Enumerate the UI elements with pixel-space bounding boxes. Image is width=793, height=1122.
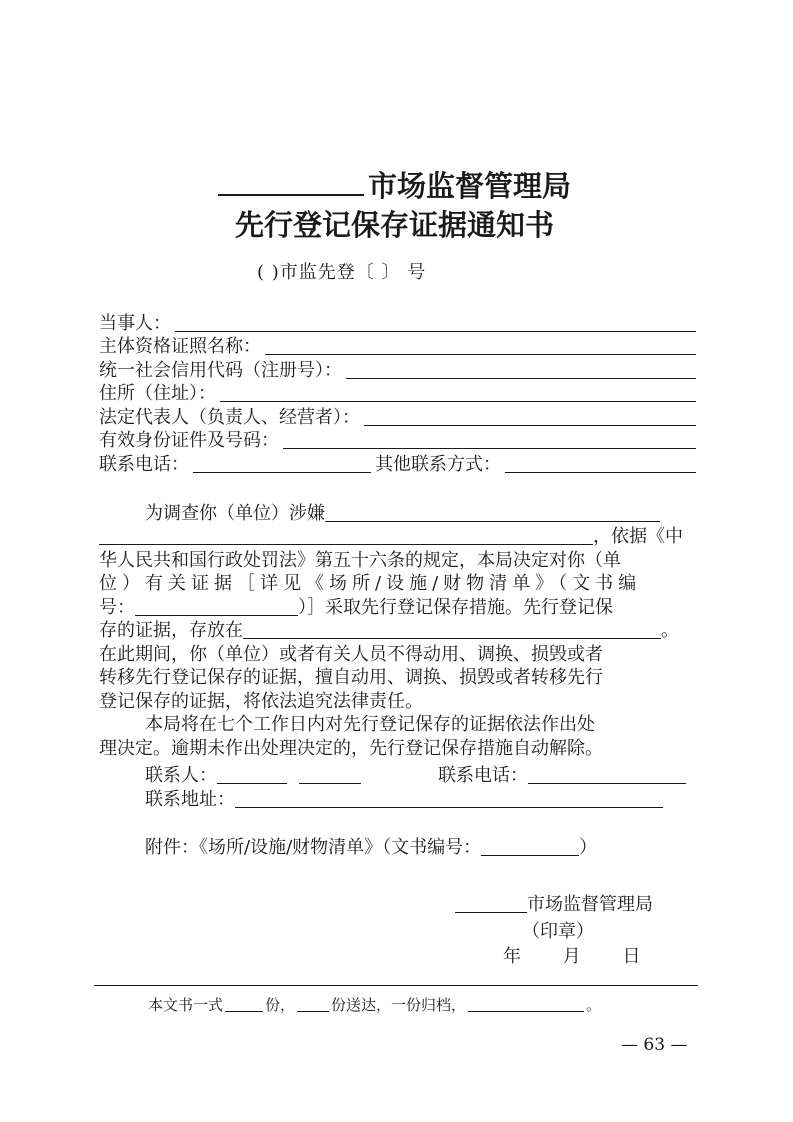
body-line-1 <box>145 502 660 525</box>
attachment-number-input[interactable] <box>481 855 579 856</box>
signature-bureau <box>455 893 653 916</box>
footer-text: 份送达，一份归档， <box>331 996 467 1014</box>
contact-person-row <box>145 764 361 787</box>
body-line-10: 本局将在七个工作日内对先行登记保存的证据依法作出处 <box>145 714 595 735</box>
page-number: — 63 — <box>621 1035 688 1055</box>
other-contact-input[interactable] <box>505 472 696 473</box>
body-line-2 <box>99 525 683 548</box>
credit-code-input[interactable] <box>346 378 696 379</box>
body-line-6 <box>99 619 679 642</box>
signature-date: 年 月 日 <box>503 946 641 967</box>
signature-seal: （印章） <box>522 921 594 942</box>
id-doc-label: 有效身份证件及号码： <box>99 430 279 451</box>
attachment-label: 附件：《场所/设施/财物清单》（文书编号： <box>145 837 482 858</box>
credit-code-label: 统一社会信用代码（注册号）： <box>99 360 342 381</box>
signature-agency-blank[interactable] <box>455 912 527 913</box>
contact-address-row <box>145 788 663 811</box>
agency-name-blank[interactable] <box>218 168 364 196</box>
body-text: 号： <box>99 597 135 618</box>
signature-bureau-text: 市场监督管理局 <box>527 894 653 915</box>
body-text: ）］采取先行登记保存措施。先行登记保 <box>298 597 613 618</box>
body-line-8: 转移先行登记保存的证据，擅自动用、调换、损毁或者转移先行 <box>99 667 603 688</box>
other-contact-label: 其他联系方式： <box>375 454 501 475</box>
body-line-7: 在此期间，你（单位）或者有关人员不得动用、调换、损毁或者 <box>99 644 603 665</box>
contact-person-label: 联系人： <box>145 765 217 786</box>
document-number: ( )市监先登〔 〕 号 <box>257 262 427 283</box>
contact-person-input-2[interactable] <box>299 783 361 784</box>
cert-name-input[interactable] <box>265 354 696 355</box>
contact-address-input[interactable] <box>235 807 663 808</box>
party-label: 当事人： <box>99 313 171 334</box>
title-suffix: 市场监督管理局 <box>368 169 572 203</box>
address-input[interactable] <box>220 401 696 402</box>
phone-input[interactable] <box>193 472 371 473</box>
body-line-11: 理决定。逾期未作出处理决定的，先行登记保存措施自动解除。 <box>99 738 603 759</box>
body-line-4: 位）有关证据［详见《场所/设施/财物清单》（文书编 <box>99 573 642 594</box>
total-copies-input[interactable] <box>225 1011 263 1012</box>
body-text: 。 <box>661 620 679 641</box>
legal-rep-label: 法定代表人（负责人、经营者）： <box>99 407 360 428</box>
suspected-violation-input-cont[interactable] <box>99 544 593 545</box>
attachment-close: ） <box>579 837 598 858</box>
footer-text: 本文书一式 <box>148 996 224 1014</box>
address-field <box>99 382 696 405</box>
attachment-row <box>145 836 597 859</box>
body-text: 为调查你（单位）涉嫌 <box>145 503 325 524</box>
legal-rep-input[interactable] <box>364 425 696 426</box>
body-text: ，依据《中 <box>593 526 683 547</box>
body-line-9: 登记保存的证据，将依法追究法律责任。 <box>99 691 423 712</box>
phone-field <box>99 453 696 476</box>
contact-phone-label: 联系电话： <box>438 765 528 786</box>
footer-divider <box>94 985 698 986</box>
contact-phone-input[interactable] <box>528 783 686 784</box>
address-label: 住所（住址）： <box>99 383 216 404</box>
body-line-3: 华人民共和国行政处罚法》第五十六条的规定，本局决定对你（单 <box>99 550 621 571</box>
contact-address-label: 联系地址： <box>145 789 235 810</box>
archive-note-input[interactable] <box>468 1011 584 1012</box>
contact-phone-row <box>438 764 686 787</box>
contact-person-input-1[interactable] <box>217 783 287 784</box>
phone-label: 联系电话： <box>99 454 189 475</box>
footer-copies <box>148 994 601 1015</box>
footer-text: 份， <box>265 996 296 1014</box>
document-title-line2: 先行登记保存证据通知书 <box>235 208 555 242</box>
body-text: 存的证据，存放在 <box>99 620 243 641</box>
cert-name-field <box>99 335 696 358</box>
cert-name-label: 主体资格证照名称： <box>99 336 261 357</box>
id-doc-input[interactable] <box>283 448 696 449</box>
footer-text: 。 <box>586 996 602 1014</box>
id-doc-field <box>99 429 696 452</box>
storage-location-input[interactable] <box>243 638 661 639</box>
document-title-line1 <box>218 164 571 205</box>
delivered-copies-input[interactable] <box>297 1011 329 1012</box>
